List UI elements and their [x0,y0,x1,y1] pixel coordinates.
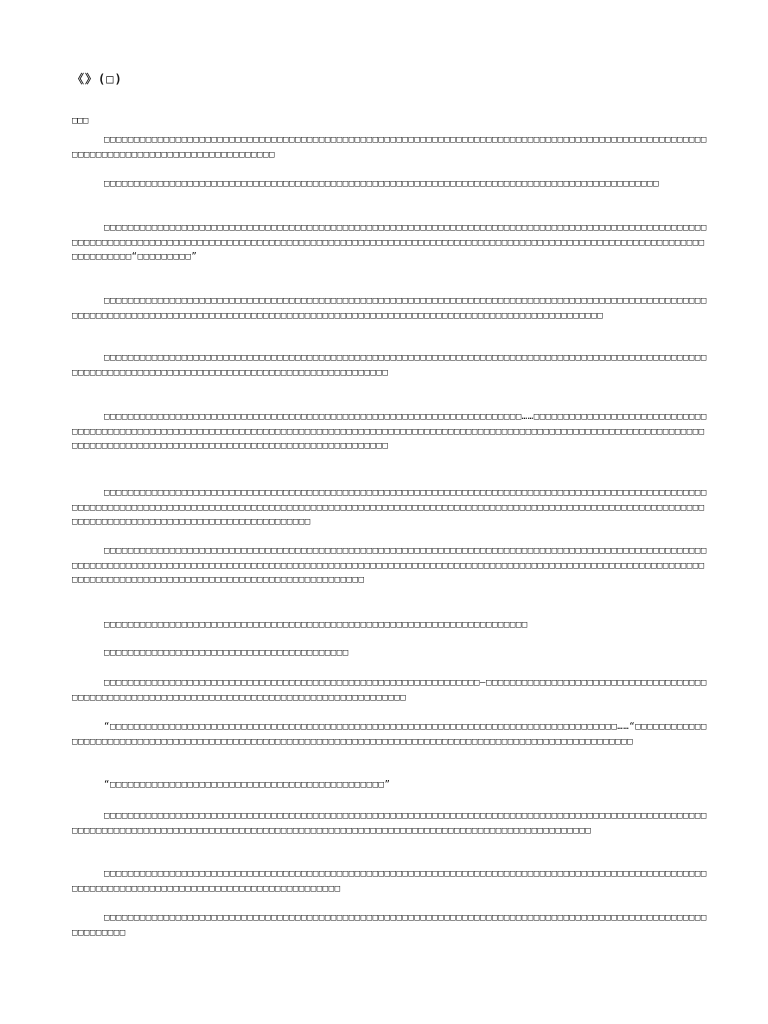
paragraph: □□□□□□□□□□□□□□□□□□□□□□□□□□□□□□□□□□□□□□□□□□□□□□□□□□□□□□□□□□□□□□□□□□□□□□□□□□□□□□□□□□□□□□□□□□□□□□□□□□□□□□□□□□□□□□□□□□□□□□□□□□□□□□□□□□□□□□□□□□□□□□□□□□□□□□□□□□□□□□□□□□□□□□□□□□□□□□□□□□□□□□□□□□□□ [72,811,707,836]
paragraph: □□□□□□□□□□□□□□□□□□□□□□□□□□□□□□□□□□□□□□□□□□□□□□□□□□□□□□□□□□□□□□□—□□□□□□□□□□□□□□□□□□□□□□□□□□□□□□□□□□□□□□□□□□□□□□□□□□□□□□□□□□□□□□□□□□□□□□□□□□□□□□□□□□□□□□□□□□□□□ [72,678,707,703]
paragraph: □□□□□□□□□□□□□□□□□□□□□□□□□□□□□□□□□□□□□□□□□□□□□□□□□□□□□□□□□□□□□□□□□□□□□□□□□□□□□□□□□□□□□□□□□□□□□□□□□□□□□□□□□□□□□□□□□□□□□□□□□□□□□□□□□□□□□□□ [72,135,707,160]
document-title: 《》(□) [72,72,123,86]
section-label: □□□ [72,116,89,126]
paragraph: □□□□□□□□□□□□□□□□□□□□□□□□□□□□□□□□□□□□□□□□□□□□□□□□□□□□□□□□□□□□□□□□□□□□□□□ [104,620,528,630]
paragraph: □□□□□□□□□□□□□□□□□□□□□□□□□□□□□□□□□□□□□□□□□□□□□□□□□□□□□□□□□□□□□□□□□□□□□□□□□□□□□□□□□□□□□□□□□□□□□□□□□□□□□□□□□□□□□□□□□□□□□□□□□□□□□□□□□□□□□□□□□□□□□□□□□□ [72,869,707,894]
paragraph: □□□□□□□□□□□□□□□□□□□□□□□□□□□□□□□□□□□□□□□□□□□□□□□□□□□□□□□□□□□□□□□□□□□□□□□□□□□□□□□□□□□□□□□□□□□□□ [104,179,660,189]
paragraph: □□□□□□□□□□□□□□□□□□□□□□□□□□□□□□□□□□□□□□□□□□□□□□□□□□□□□□□□□□□□□□□□□□□□□□□□□□□□□□□□□□□□□□□□□□□□□□□□□□□□□□□□□□□□□□□□□□□□□□□□□□□□□□□□□□□□□□□□□□□□□□□□□□□□□□□□□□□□□□□□□□□□□□□□□□□□□□□□□□□□□□□□□□□□□□ [72,296,707,321]
paragraph: □□□□□□□□□□□□□□□□□□□□□□□□□□□□□□□□□□□□□□□□□ [104,648,349,658]
paragraph: □□□□□□□□□□□□□□□□□□□□□□□□□□□□□□□□□□□□□□□□□□□□□□□□□□□□□□□□□□□□□□□□□□□□□□□□□□□□□□□□□□□□□□□□□□□□□□□□□□□□□□□□□□□□□□□□□□□□□□□□□□□□□□□□□□□□□□□□□□□□□□□□□□□□□□□□□□□□□□□□□□□□□□□□□□□□□□□□□□□□□□□□□□□□□□□□□□□□□□□□□□□□□□□□□□□□□□□□□“□□□□□□□□□” [72,223,707,262]
paragraph: □□□□□□□□□□□□□□□□□□□□□□□□□□□□□□□□□□□□□□□□□□□□□□□□□□□□□□□□□□□□□□□□□□□□□□□□□□□□□□□□□□□□□□□□□□□□□□□□□□□□□□□□□□□□□□□□□□□□□□□□□□□□□□□□□□□□□□□□□□□□□□□□□□□□□□□□□□ [72,353,707,378]
paragraph: “□□□□□□□□□□□□□□□□□□□□□□□□□□□□□□□□□□□□□□□□□□□□□□□□□□□□□□□□□□□□□□□□□□□□□□□□□□□□□□□□□□□□□……“□□□□□□□□□□□□□□□□□□□□□□□□□□□□□□□□□□□□□□□□□□□□□□□□□□□□□□□□□□□□□□□□□□□□□□□□□□□□□□□□□□□□□□□□□□□□□□□□□□□□□□□□□□ [72,722,707,747]
paragraph: □□□□□□□□□□□□□□□□□□□□□□□□□□□□□□□□□□□□□□□□□□□□□□□□□□□□□□□□□□□□□□□□□□□□□□□□□□□□□□□□□□□□□□□□□□□□□□□□□□□□□□□□□□□□□□ [72,913,707,938]
paragraph: □□□□□□□□□□□□□□□□□□□□□□□□□□□□□□□□□□□□□□□□□□□□□□□□□□□□□□□□□□□□□□□□□□□□□□□□□□□□□□□□□□□□□□□□□□□□□□□□□□□□□□□□□□□□□□□□□□□□□□□□□□□□□□□□□□□□□□□□□□□□□□□□□□□□□□□□□□□□□□□□□□□□□□□□□□□□□□□□□□□□□□□□□□□□□□□□□□□□□□□□□□□□□□□□□□□□□□□□□□□□□□□□□□□□□□□□□□□□□□□□□□□□□□□ [72,488,707,527]
paragraph: □□□□□□□□□□□□□□□□□□□□□□□□□□□□□□□□□□□□□□□□□□□□□□□□□□□□□□□□□□□□□□□□□□□□□□……□□□□□□□□□□□□□□□□□□□□□□□□□□□□□□□□□□□□□□□□□□□□□□□□□□□□□□□□□□□□□□□□□□□□□□□□□□□□□□□□□□□□□□□□□□□□□□□□□□□□□□□□□□□□□□□□□□□□□□□□□□□□□□□□□□□□□□□□□□□□□□□□□□□□□□□□□□□□□□□□□□□□□□□□□□□□□□□□□□□□□□□□□□□□ [72,412,707,451]
paragraph: □□□□□□□□□□□□□□□□□□□□□□□□□□□□□□□□□□□□□□□□□□□□□□□□□□□□□□□□□□□□□□□□□□□□□□□□□□□□□□□□□□□□□□□□□□□□□□□□□□□□□□□□□□□□□□□□□□□□□□□□□□□□□□□□□□□□□□□□□□□□□□□□□□□□□□□□□□□□□□□□□□□□□□□□□□□□□□□□□□□□□□□□□□□□□□□□□□□□□□□□□□□□□□□□□□□□□□□□□□□□□□□□□□□□□□□□□□□□□□□□□□□□□□□□□□□□□□□□ [72,546,707,585]
paragraph: “□□□□□□□□□□□□□□□□□□□□□□□□□□□□□□□□□□□□□□□□□□□□□□” [104,780,391,790]
